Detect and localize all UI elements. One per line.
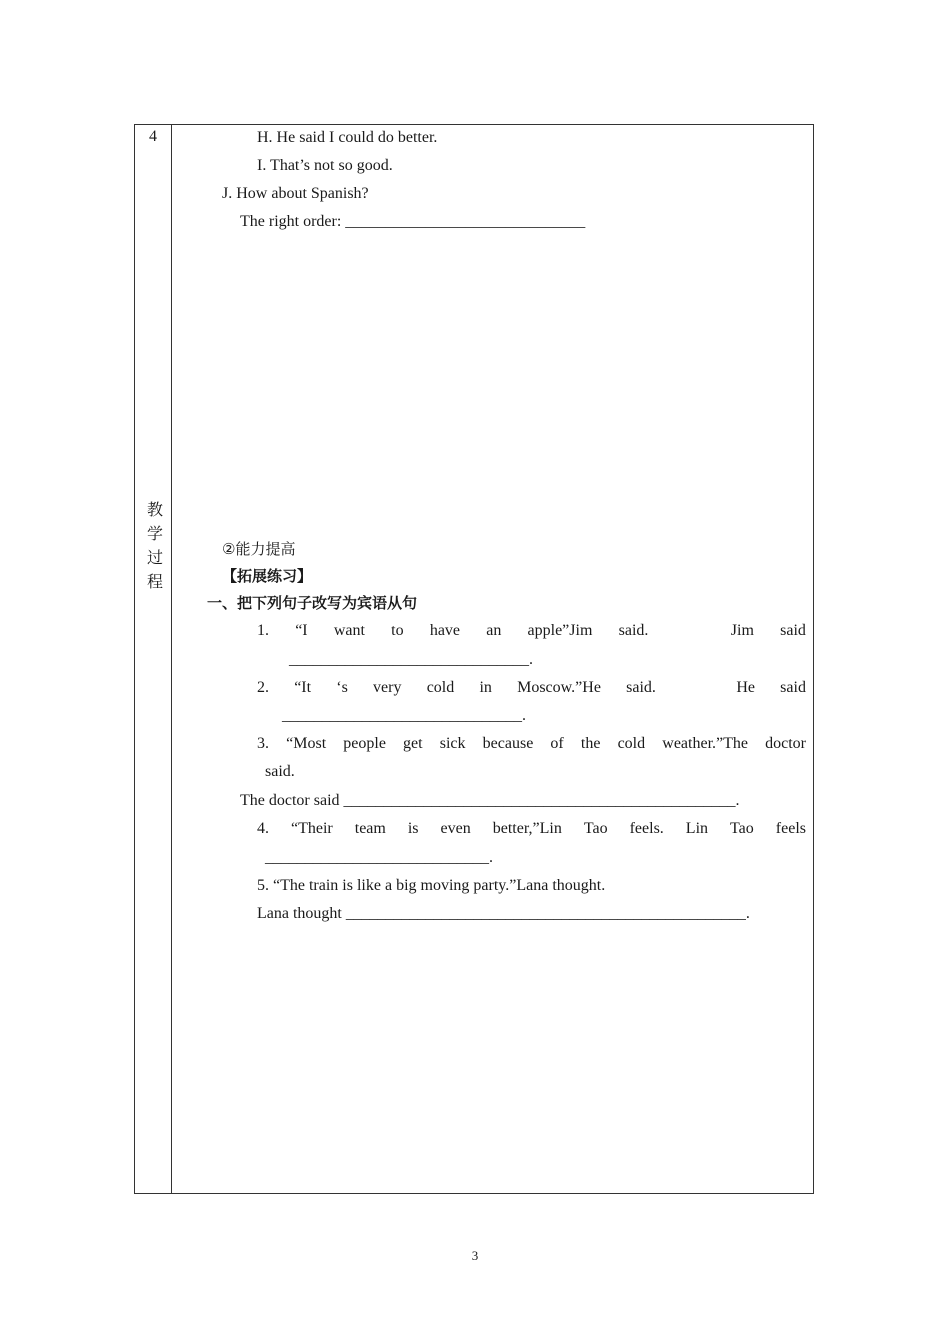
q1-word: an (486, 622, 502, 639)
q2-answer-blank: ______________________________. (282, 707, 526, 724)
q4-word: even (440, 820, 471, 837)
q4-word: feels. (629, 820, 664, 837)
side-label-char: 程 (146, 572, 163, 591)
q1-word: Jim (730, 622, 754, 639)
q4-word: team (354, 820, 386, 837)
q2-word: Moscow.”He (517, 679, 601, 696)
q2-word: He (736, 679, 755, 696)
q2-word: very (373, 679, 402, 696)
q1-word: 1. (257, 622, 269, 639)
side-label-char: 过 (146, 548, 163, 567)
q4-word: Lin (685, 820, 709, 837)
q5-line-1: 5. “The train is like a big moving party.”Lana thought. (257, 877, 606, 894)
q1-word: have (429, 622, 461, 639)
question-2 (257, 678, 806, 698)
q4-word: Tao (730, 820, 754, 837)
q1-word: said (780, 622, 806, 639)
q3-line-1: 3. “Most people get sick because of the cold weather.”The doctor (257, 735, 806, 752)
q2-word: 2. (257, 679, 269, 696)
q4-word: is (407, 820, 419, 837)
side-label-teaching-process (145, 498, 165, 594)
q3-answer-prefix: The doctor said (240, 792, 344, 809)
q1-word: want (333, 622, 365, 639)
section-heading: 【拓展练习】 (222, 567, 313, 585)
q2-word: “It (294, 679, 312, 696)
q2-word: cold (426, 679, 455, 696)
q1-answer-blank: ______________________________. (289, 651, 533, 668)
option-j: J. How about Spanish? (222, 185, 369, 202)
row-number: 4 (149, 128, 157, 145)
q4-answer-blank: ____________________________. (265, 849, 493, 866)
q5-answer-line (257, 904, 750, 924)
q5-answer-prefix: Lana thought (257, 905, 346, 922)
q5-answer-blank: __________________________________________________. (345, 905, 750, 922)
q2-word: said. (626, 679, 656, 696)
right-order-line (240, 212, 585, 232)
q1-word: apple”Jim (527, 622, 593, 639)
q2-word: said (780, 679, 806, 696)
page-number: 3 (471, 1248, 479, 1263)
exercise-instruction: 一、把下列句子改写为宾语从句 (207, 594, 418, 612)
right-order-blank: ______________________________ (345, 213, 586, 230)
option-i: I. That’s not so good. (257, 157, 393, 174)
q1-word: to (391, 622, 404, 639)
q4-word: better,”Lin (492, 820, 562, 837)
q1-word: “I (295, 622, 308, 639)
q4-word: Tao (583, 820, 608, 837)
q4-word: 4. (257, 820, 269, 837)
q3-answer-line (240, 791, 740, 811)
q2-word: in (479, 679, 492, 696)
question-4 (257, 819, 806, 839)
q4-word: “Their (291, 820, 333, 837)
q1-word: said. (618, 622, 649, 639)
question-1 (257, 621, 806, 641)
q2-word: ‘s (336, 679, 348, 696)
side-label-char: 学 (146, 524, 163, 543)
section-title: ②能力提高 (222, 540, 296, 558)
option-h: H. He said I could do better. (257, 129, 438, 146)
right-order-label: The right order: (240, 213, 346, 230)
q3-answer-blank: _________________________________________________. (343, 792, 740, 809)
side-label-char: 教 (146, 500, 163, 519)
q4-word: feels (775, 820, 806, 837)
column-divider (171, 124, 172, 1194)
q3-line-2: said. (265, 763, 295, 780)
